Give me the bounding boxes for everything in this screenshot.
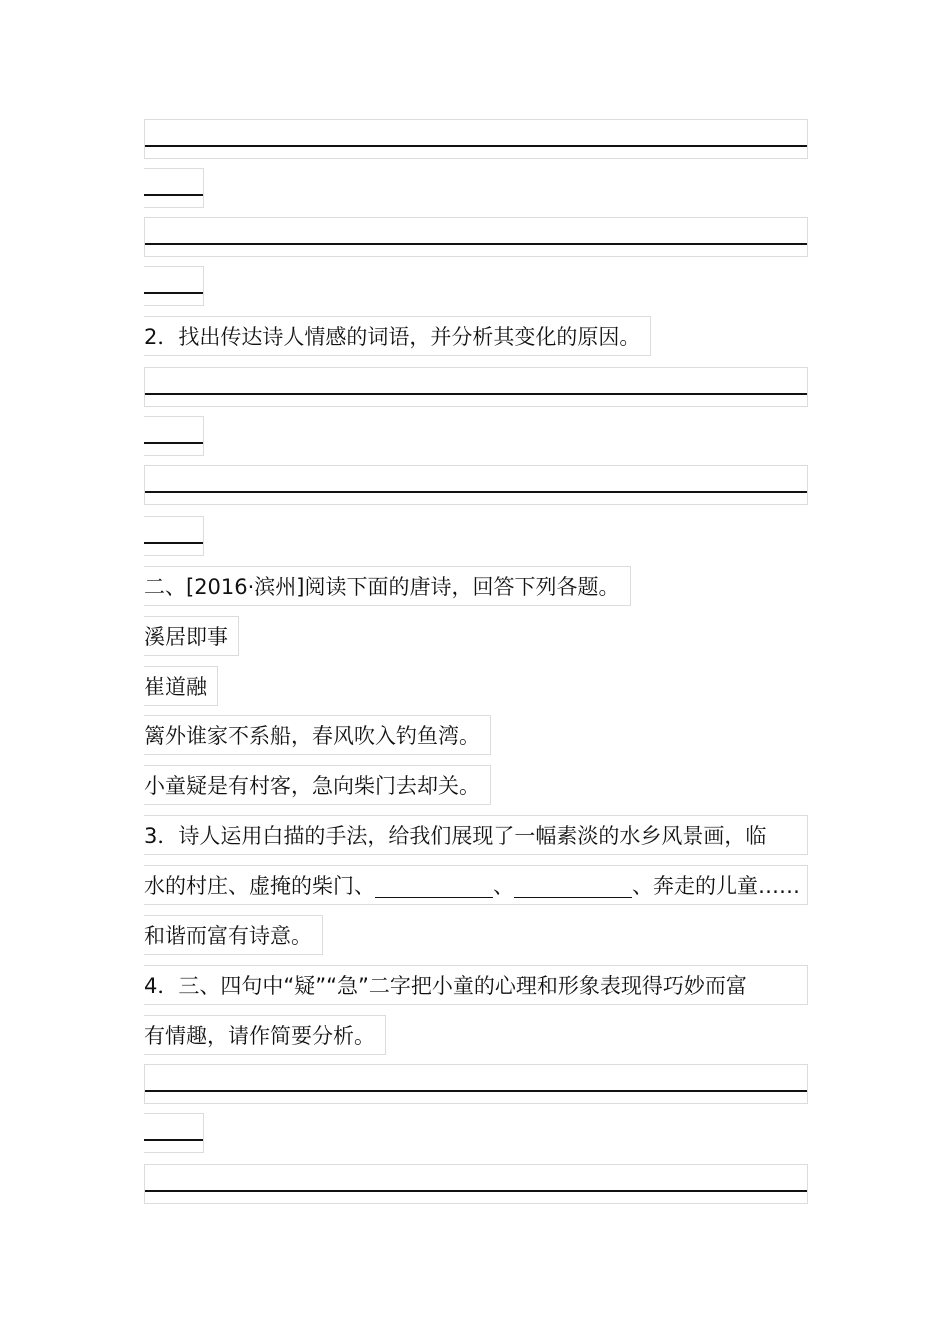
answer-line-short[interactable] xyxy=(144,266,204,306)
question-4-line-1: 4．三、四句中“疑”“急”二字把小童的心理和形象表现得巧妙而富 xyxy=(144,965,808,1005)
question-2: 2．找出传达诗人情感的词语，并分析其变化的原因。 xyxy=(144,316,651,356)
answer-line-short[interactable] xyxy=(144,416,204,456)
poem-line-2: 小童疑是有村客，急向柴门去却关。 xyxy=(144,765,491,805)
question-3-text-a: 水的村庄、虚掩的柴门、 xyxy=(144,874,375,898)
answer-line-long[interactable] xyxy=(144,217,808,257)
poem-line-1: 篱外谁家不系船，春风吹入钓鱼湾。 xyxy=(144,715,491,755)
answer-line-long[interactable] xyxy=(144,465,808,505)
answer-line-long[interactable] xyxy=(144,1064,808,1104)
section-heading: 二、[2016·滨州]阅读下面的唐诗，回答下列各题。 xyxy=(144,566,631,606)
question-3-line-3: 和谐而富有诗意。 xyxy=(144,915,323,955)
fill-blank-2[interactable] xyxy=(514,871,632,898)
answer-line-long[interactable] xyxy=(144,119,808,159)
answer-line-short[interactable] xyxy=(144,1113,204,1153)
question-3-text-b: 、奔走的儿童…… xyxy=(632,874,800,898)
poem-title: 溪居即事 xyxy=(144,616,239,656)
fill-blank-1[interactable] xyxy=(375,871,493,898)
poem-author: 崔道融 xyxy=(144,666,218,706)
answer-line-short[interactable] xyxy=(144,168,204,208)
question-3-line-2 xyxy=(144,865,808,905)
answer-line-short[interactable] xyxy=(144,516,204,556)
question-4-line-2: 有情趣，请作简要分析。 xyxy=(144,1015,386,1055)
answer-line-long[interactable] xyxy=(144,1164,808,1204)
question-3-line-1: 3．诗人运用白描的手法，给我们展现了一幅素淡的水乡风景画，临 xyxy=(144,815,808,855)
question-3-separator: 、 xyxy=(493,874,514,898)
answer-line-long[interactable] xyxy=(144,367,808,407)
